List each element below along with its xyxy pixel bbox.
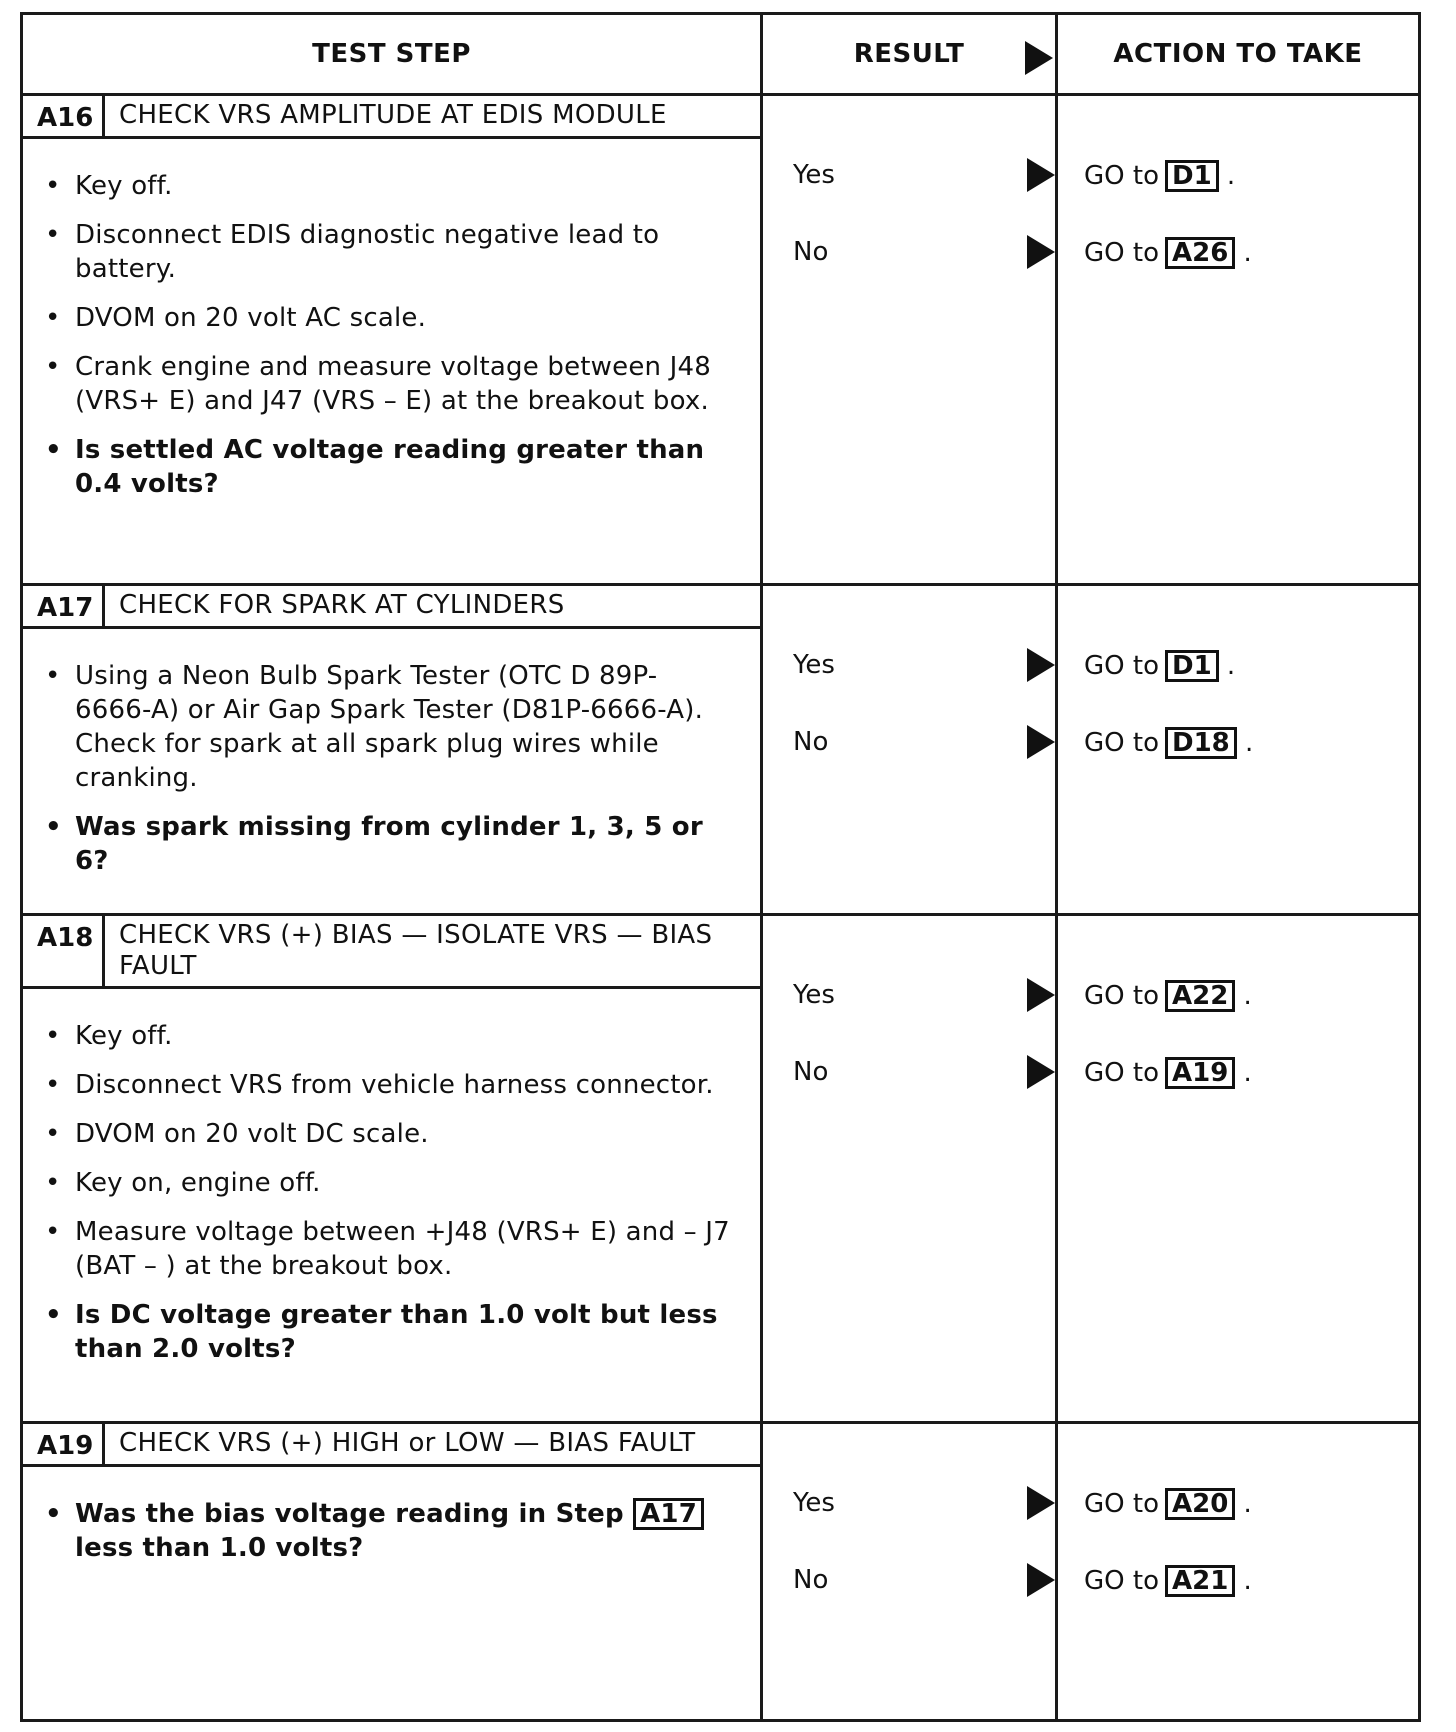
result-yes: Yes	[763, 1488, 1055, 1565]
action-no: GO to D18 .	[1084, 728, 1254, 758]
result-cell	[762, 915, 1057, 1423]
step-title: CHECK FOR SPARK AT CYLINDERS	[119, 590, 565, 620]
step-reference[interactable]: A21	[1165, 1565, 1235, 1597]
step-row-a19	[22, 1423, 1420, 1721]
step-instructions	[23, 989, 760, 1401]
step-question: • Is DC voltage greater than 1.0 volt but less than 2.0 volts?	[45, 1298, 730, 1366]
result-no: No	[763, 1057, 1055, 1134]
arrow-icon	[1027, 648, 1055, 682]
step-reference[interactable]: A19	[1165, 1057, 1235, 1089]
arrow-icon	[1027, 1563, 1055, 1597]
arrow-icon	[1027, 978, 1055, 1012]
result-no: No	[763, 1565, 1055, 1642]
step-question: • Was the bias voltage reading in Step A17 less than 1.0 volts?	[45, 1497, 730, 1565]
arrow-icon	[1027, 1486, 1055, 1520]
arrow-icon	[1027, 1055, 1055, 1089]
action-no: GO to A26 .	[1084, 238, 1252, 268]
action-yes: GO to D1 .	[1084, 161, 1236, 191]
step-instructions	[23, 1467, 760, 1600]
step-reference[interactable]: A22	[1165, 980, 1235, 1012]
step-id: A16	[23, 96, 105, 136]
step-row-a17	[22, 585, 1420, 915]
instruction-item: • DVOM on 20 volt DC scale.	[45, 1117, 730, 1151]
instruction-item: • Measure voltage between +J48 (VRS+ E) and – J7 (BAT – ) at the breakout box.	[45, 1215, 730, 1283]
arrow-icon	[1027, 725, 1055, 759]
arrow-icon	[1027, 158, 1055, 192]
step-row-a16	[22, 95, 1420, 585]
instruction-item: • Disconnect VRS from vehicle harness connector.	[45, 1068, 730, 1102]
action-cell	[1057, 585, 1420, 915]
header-action: ACTION TO TAKE	[1057, 14, 1420, 95]
step-header	[23, 916, 760, 989]
action-yes: GO to D1 .	[1084, 651, 1236, 681]
step-question: • Was spark missing from cylinder 1, 3, 5 or 6?	[45, 810, 730, 878]
result-yes: Yes	[763, 980, 1055, 1057]
instruction-item: • Disconnect EDIS diagnostic negative lead to battery.	[45, 218, 730, 286]
result-yes: Yes	[763, 160, 1055, 237]
step-reference[interactable]: A20	[1165, 1488, 1235, 1520]
step-header	[23, 96, 760, 139]
step-reference[interactable]: A26	[1165, 237, 1235, 269]
result-cell	[762, 95, 1057, 585]
result-no: No	[763, 727, 1055, 804]
result-cell	[762, 1423, 1057, 1721]
instruction-item: • Key off.	[45, 169, 730, 203]
arrow-icon	[1027, 235, 1055, 269]
arrow-icon	[1025, 41, 1053, 75]
step-id: A18	[23, 916, 105, 986]
step-reference[interactable]: D1	[1165, 650, 1219, 682]
action-cell	[1057, 915, 1420, 1423]
result-no: No	[763, 237, 1055, 314]
action-yes: GO to A22 .	[1084, 981, 1252, 1011]
action-cell	[1057, 1423, 1420, 1721]
action-no: GO to A19 .	[1084, 1058, 1252, 1088]
test-step-table	[20, 12, 1421, 1722]
instruction-item: • Crank engine and measure voltage between J48 (VRS+ E) and J47 (VRS – E) at the breakout box.	[45, 350, 730, 418]
step-instructions	[23, 629, 760, 913]
step-id: A17	[23, 586, 105, 626]
instruction-item: • DVOM on 20 volt AC scale.	[45, 301, 730, 335]
step-reference[interactable]: D18	[1165, 727, 1237, 759]
step-reference[interactable]: A17	[633, 1498, 704, 1530]
header-result: RESULT	[762, 14, 1057, 95]
action-no: GO to A21 .	[1084, 1566, 1252, 1596]
table-header-row	[22, 14, 1420, 95]
instruction-item: • Key off.	[45, 1019, 730, 1053]
step-title: CHECK VRS AMPLITUDE AT EDIS MODULE	[119, 100, 667, 130]
result-cell	[762, 585, 1057, 915]
action-cell	[1057, 95, 1420, 585]
step-row-a18	[22, 915, 1420, 1423]
step-header	[23, 586, 760, 629]
step-header	[23, 1424, 760, 1467]
step-question: • Is settled AC voltage reading greater than 0.4 volts?	[45, 433, 730, 501]
step-title: CHECK VRS (+) HIGH or LOW — BIAS FAULT	[119, 1428, 696, 1458]
test-step-cell	[22, 585, 762, 915]
test-step-cell	[22, 95, 762, 585]
instruction-item: • Key on, engine off.	[45, 1166, 730, 1200]
action-yes: GO to A20 .	[1084, 1489, 1252, 1519]
step-title: CHECK VRS (+) BIAS — ISOLATE VRS — BIAS FAULT	[119, 920, 713, 981]
diagnostic-page	[20, 12, 1418, 1722]
result-yes: Yes	[763, 650, 1055, 727]
step-instructions	[23, 139, 760, 536]
test-step-cell	[22, 1423, 762, 1721]
step-id: A19	[23, 1424, 105, 1464]
test-step-cell	[22, 915, 762, 1423]
header-test-step: TEST STEP	[22, 14, 762, 95]
instruction-item: • Using a Neon Bulb Spark Tester (OTC D 89P-6666-A) or Air Gap Spark Tester (D81P-6666-A). Check for spark at all spark plug wires while cranking.	[45, 659, 730, 795]
step-reference[interactable]: D1	[1165, 160, 1219, 192]
